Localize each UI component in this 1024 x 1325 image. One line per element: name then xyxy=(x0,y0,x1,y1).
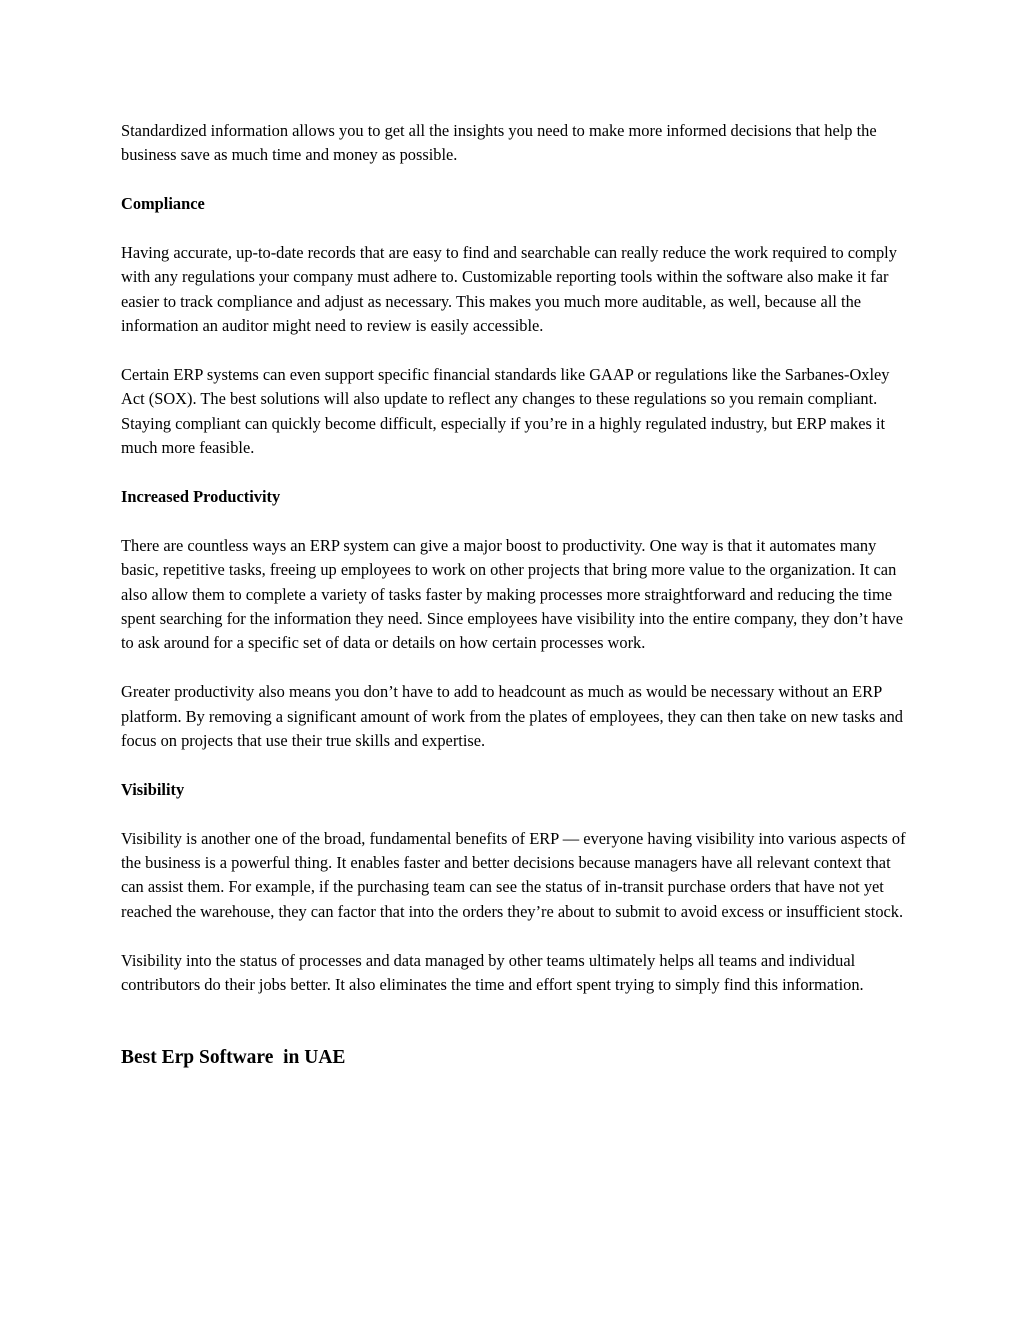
heading-increased-productivity: Increased Productivity xyxy=(121,487,281,507)
compliance-paragraph-1: Having accurate, up-to-date records that are easy to find and searchable can really reduce the work required to comply with any regulations your company must adhere to. Customizable reporting tools within the software also make it far easier to track compliance and adjust as necessary. This makes you much more auditable, as well, because all the information an auditor might need to review is easily accessible. xyxy=(121,243,897,336)
visibility-paragraph-2: Visibility into the status of processes and data managed by other teams ultimately helps all teams and individual contributors do their jobs better. It also eliminates the time and effort spent trying to simply find this information. xyxy=(121,950,864,995)
productivity-paragraph-1: There are countless ways an ERP system can give a major boost to productivity. One way is that it automates many basic, repetitive tasks, freeing up employees to work on other projects that bring more value to the organization. It can also allow them to complete a variety of tasks faster by making processes more straightforward and reducing the time spent searching for the information they need. Since employees have visibility into the entire company, they don’t have to ask around for a specific set of data or details on how certain processes work. xyxy=(121,535,903,653)
compliance-paragraph-2: Certain ERP systems can even support specific financial standards like GAAP or regulations like the Sarbanes-Oxley Act (SOX). The best solutions will also update to reflect any changes to these regulations so you remain compliant. Staying compliant can quickly become difficult, especially if you’re in a highly regulated industry, but ERP makes it much more feasible. xyxy=(121,365,890,458)
productivity-paragraph-2: Greater productivity also means you don’t have to add to headcount as much as would be necessary without an ERP platform. By removing a significant amount of work from the plates of employees, they can then take on new tasks and focus on projects that use their true skills and expertise. xyxy=(121,682,903,751)
heading-visibility: Visibility xyxy=(121,779,185,799)
closing-heading: Best Erp Software in UAE xyxy=(121,1047,346,1069)
heading-compliance: Compliance xyxy=(121,194,205,214)
intro-paragraph: Standardized information allows you to get all the insights you need to make more informed decisions that help the business save as much time and money as possible. xyxy=(121,121,877,165)
visibility-paragraph-1: Visibility is another one of the broad, fundamental benefits of ERP — everyone having visibility into various aspects of the business is a powerful thing. It enables faster and better decisions because managers have all relevant context that can assist them. For example, if the purchasing team can see the status of in-transit purchase orders that have not yet reached the warehouse, they can factor that into the orders they’re about to submit to avoid excess or insufficient stock. xyxy=(121,828,906,921)
document-page xyxy=(121,119,911,1071)
